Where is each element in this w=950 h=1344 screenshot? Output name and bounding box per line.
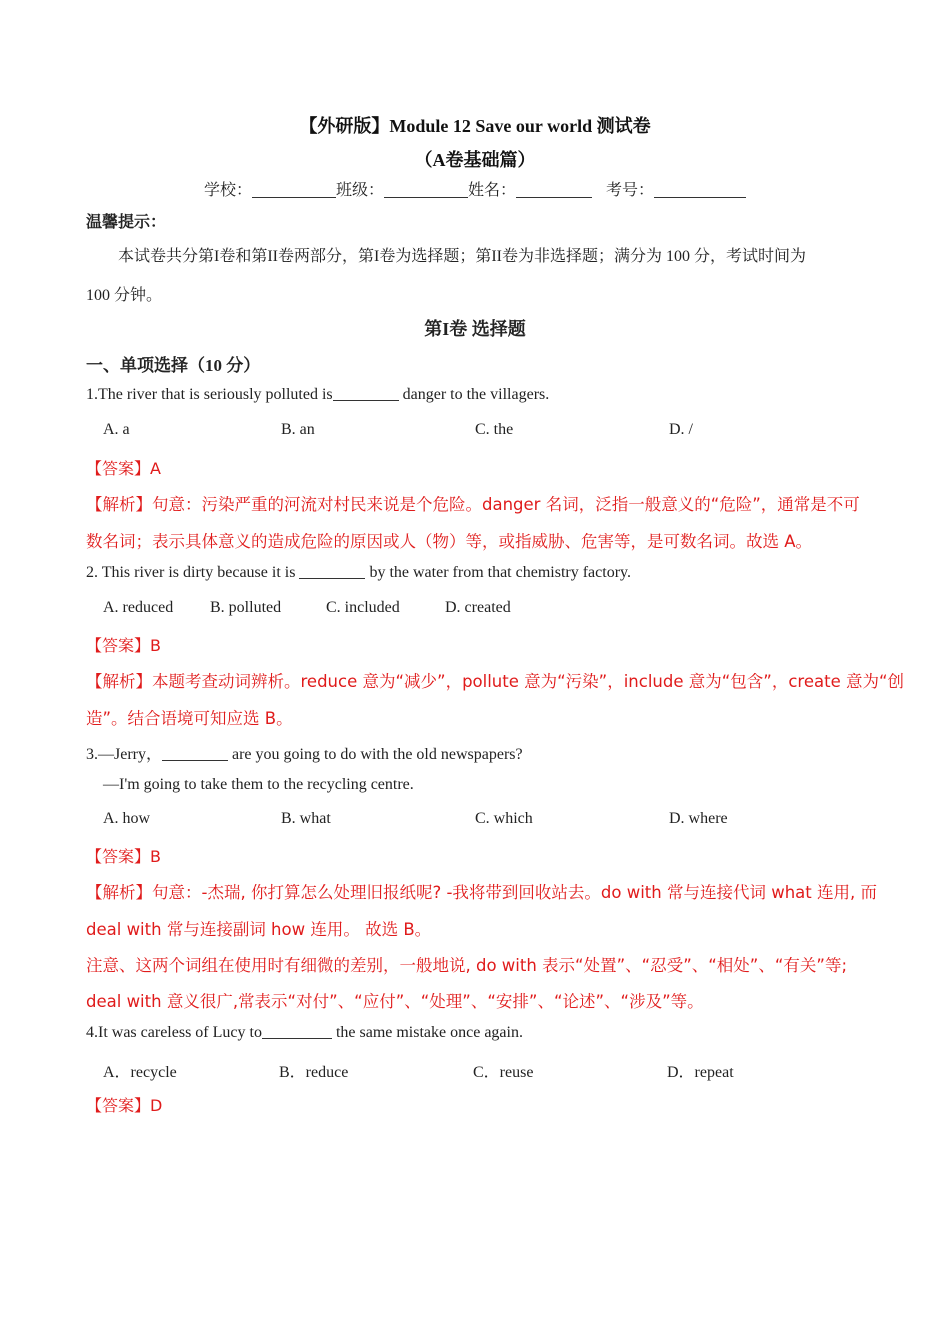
school-blank[interactable] — [252, 181, 336, 198]
q4-option-b[interactable]: B．reduce — [279, 1064, 349, 1081]
q3-option-d[interactable]: D. where — [669, 810, 728, 827]
q3-analysis-line1: 【解析】句意：-杰瑞, 你打算怎么处理旧报纸呢? -我将带到回收站去。do with 常与连接代词 what 连用, 而 — [86, 883, 877, 902]
q1-answer: 【答案】A — [86, 459, 161, 478]
q2-option-a[interactable]: A. reduced — [103, 599, 174, 616]
q4-option-a[interactable]: A．recycle — [103, 1064, 177, 1081]
question-2-stem: 2. This river is dirty because it is by the water from that chemistry factory. — [86, 564, 631, 581]
q1-option-a[interactable]: A. a — [103, 421, 130, 438]
q3-analysis-line3: 注意、这两个词组在使用时有细微的差别，一般地说, do with 表示“处置”、“忍受”、“相处”、“有关”等; — [86, 956, 847, 975]
question-2-blank — [299, 564, 365, 579]
q4-option-c[interactable]: C．reuse — [473, 1064, 534, 1081]
question-4-blank — [262, 1024, 332, 1039]
q2-answer: 【答案】B — [86, 636, 161, 655]
q2-option-c[interactable]: C. included — [326, 599, 400, 616]
q3-answer: 【答案】B — [86, 847, 161, 866]
page-title: 【外研版】Module 12 Save our world 测试卷 — [299, 116, 651, 136]
q3-option-a[interactable]: A. how — [103, 810, 151, 827]
q2-option-d[interactable]: D. created — [445, 599, 511, 616]
question-3-blank — [162, 746, 228, 761]
page-subtitle: （A卷基础篇） — [414, 150, 536, 170]
name-blank[interactable] — [516, 181, 592, 198]
q3-option-b[interactable]: B. what — [281, 810, 331, 827]
q2-analysis-line2: 造”。结合语境可知应选 B。 — [86, 709, 293, 728]
question-3-reply: —I'm going to take them to the recycling centre. — [103, 776, 414, 793]
q3-option-c[interactable]: C. which — [475, 810, 533, 827]
name-label: 姓名： — [468, 180, 517, 199]
q1-option-d[interactable]: D. / — [669, 421, 693, 438]
q1-option-c[interactable]: C. the — [475, 421, 514, 438]
class-label: 班级： — [335, 180, 384, 199]
question-3-stem: 3.—Jerry， are you going to do with the old newspapers? — [86, 746, 523, 763]
section-heading: 一、单项选择（10 分） — [86, 356, 261, 375]
q2-analysis-line1: 【解析】本题考查动词辨析。reduce 意为“减少”，pollute 意为“污染”，include 意为“包含”，create 意为“创 — [86, 672, 905, 691]
q1-analysis-line2: 数名词；表示具体意义的造成危险的原因或人（物）等，或指威胁、危害等，是可数名词。故选 A。 — [86, 532, 813, 551]
tips-text-line2: 100 分钟。 — [86, 287, 163, 304]
school-label: 学校： — [203, 180, 252, 199]
q1-analysis-line1: 【解析】句意：污染严重的河流对村民来说是个危险。danger 名词，泛指一般意义的“危险”，通常是不可 — [86, 495, 860, 514]
q4-option-d[interactable]: D．repeat — [667, 1064, 734, 1081]
student-info-row — [0, 177, 950, 200]
q3-analysis-line4: deal with 意义很广,常表示“对付”、“应付”、“处理”、“安排”、“论述”、“涉及”等。 — [86, 992, 704, 1011]
question-4-stem: 4.It was careless of Lucy to the same mistake once again. — [86, 1024, 523, 1041]
q1-option-b[interactable]: B. an — [281, 421, 315, 438]
q3-analysis-line2: deal with 常与连接副词 how 连用。 故选 B。 — [86, 920, 432, 939]
class-blank[interactable] — [384, 181, 468, 198]
q4-answer: 【答案】D — [86, 1096, 163, 1115]
exam-number-blank[interactable] — [654, 181, 746, 198]
part1-title: 第I卷 选择题 — [424, 319, 526, 339]
question-1-stem: 1.The river that is seriously polluted is danger to the villagers. — [86, 386, 550, 403]
question-1-blank — [333, 386, 399, 401]
tips-text-line1: 本试卷共分第I卷和第II卷两部分，第I卷为选择题；第II卷为非选择题；满分为 100 分，考试时间为 — [118, 248, 806, 265]
tips-heading: 温馨提示： — [86, 212, 167, 231]
q2-option-b[interactable]: B. polluted — [210, 599, 282, 616]
exam-number-label: 考号： — [606, 180, 655, 199]
